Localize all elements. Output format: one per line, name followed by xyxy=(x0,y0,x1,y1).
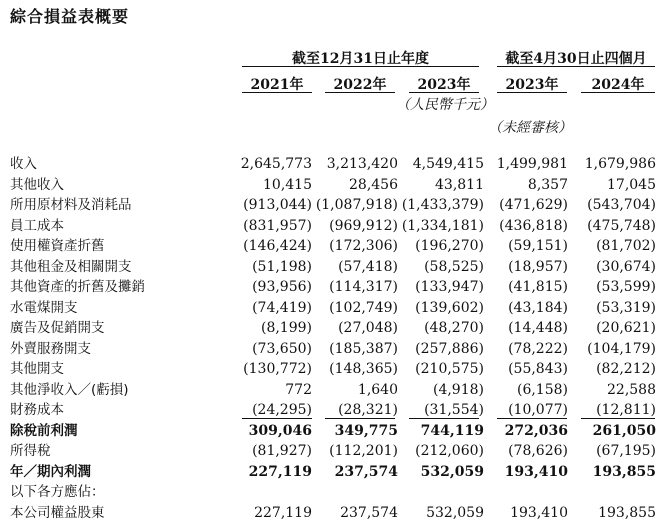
row-value: 237,574 xyxy=(340,504,398,521)
row-value: (969,912) xyxy=(329,217,398,234)
row-value: (133,947) xyxy=(415,279,484,295)
row-value: (57,418) xyxy=(338,258,398,275)
row-value: (1,087,918) xyxy=(315,197,398,213)
row-value: (210,575) xyxy=(415,361,484,377)
column-header-2022: 2022年 xyxy=(325,74,395,93)
page-title: 綜合損益表概要 xyxy=(10,7,130,26)
row-value: 43,811 xyxy=(435,176,484,193)
row-label: 廣告及促銷開支 xyxy=(10,320,105,336)
row-value: (53,319) xyxy=(596,299,656,316)
row-label: 收入 xyxy=(10,156,37,172)
row-value: 237,574 xyxy=(334,463,398,480)
row-label: 其他淨收入／(虧損) xyxy=(10,381,129,398)
row-value: (78,222) xyxy=(508,340,568,357)
table-row xyxy=(0,277,660,298)
row-value: (81,927) xyxy=(252,443,312,459)
row-value: (114,317) xyxy=(329,279,398,295)
row-value: (104,179) xyxy=(587,340,656,357)
row-value: 17,045 xyxy=(607,176,656,193)
subtotal-rule xyxy=(325,418,395,419)
row-label: 使用權資產折舊 xyxy=(10,238,105,254)
row-value: (913,044) xyxy=(243,197,312,213)
row-value: (4,918) xyxy=(432,381,484,398)
row-value: (1,334,181) xyxy=(401,217,484,234)
row-value: 227,119 xyxy=(254,504,312,521)
row-value: 227,119 xyxy=(248,463,312,480)
row-value: 349,775 xyxy=(334,422,398,439)
column-header-2023-four-months: 2023年 xyxy=(497,74,567,93)
row-label: 其他開支 xyxy=(10,361,64,377)
currency-note: （人民幣千元） xyxy=(396,97,494,113)
table-row xyxy=(0,482,660,503)
table-row xyxy=(0,257,660,278)
row-value: (185,387) xyxy=(329,340,398,357)
row-value: 22,588 xyxy=(607,381,656,398)
row-value: (58,525) xyxy=(424,258,484,275)
row-value: (55,843) xyxy=(508,361,568,377)
row-value: 4,549,415 xyxy=(412,156,484,172)
row-value: (6,158) xyxy=(516,381,568,398)
row-value: (146,424) xyxy=(243,238,312,254)
row-value: (93,956) xyxy=(252,279,312,295)
table-row xyxy=(0,421,660,442)
unaudited-note: （未經審核） xyxy=(488,120,572,136)
row-value: 193,855 xyxy=(598,504,656,521)
row-value: (475,748) xyxy=(587,217,656,234)
row-value: (28,321) xyxy=(338,402,398,418)
row-label: 年／期內利潤 xyxy=(10,463,91,480)
row-value: (471,629) xyxy=(499,197,568,213)
row-value: (257,886) xyxy=(415,340,484,357)
row-value: 532,059 xyxy=(426,504,484,521)
column-header-2021: 2021年 xyxy=(242,74,312,93)
row-value: 28,456 xyxy=(349,176,398,193)
subtotal-rule xyxy=(581,418,655,419)
row-value: 261,050 xyxy=(592,422,656,439)
table-row xyxy=(0,318,660,339)
row-value: (51,198) xyxy=(252,258,312,275)
subtotal-rule xyxy=(409,418,479,419)
row-value: 193,410 xyxy=(504,463,568,480)
row-value: 532,059 xyxy=(420,463,484,480)
table-row xyxy=(0,441,660,462)
row-label: 員工成本 xyxy=(10,217,64,234)
row-value: (436,818) xyxy=(499,217,568,234)
table-row xyxy=(0,298,660,319)
row-value: (67,195) xyxy=(596,443,656,459)
row-value: (12,811) xyxy=(596,402,656,418)
row-value: (20,621) xyxy=(596,320,656,336)
row-value: (172,306) xyxy=(329,238,398,254)
row-label: 其他租金及相關開支 xyxy=(10,258,132,275)
row-label: 以下各方應佔： xyxy=(10,484,105,500)
row-label: 本公司權益股東 xyxy=(10,504,105,521)
subtotal-rule xyxy=(242,418,312,419)
row-value: (18,957) xyxy=(508,258,568,275)
row-value: (130,772) xyxy=(243,361,312,377)
subtotal-rule xyxy=(497,418,567,419)
row-value: (73,650) xyxy=(252,340,312,357)
row-value: (148,365) xyxy=(329,361,398,377)
row-value: (102,749) xyxy=(329,299,398,316)
row-value: (74,419) xyxy=(252,299,312,316)
row-value: 193,855 xyxy=(592,463,656,480)
table-row xyxy=(0,175,660,196)
table-row xyxy=(0,462,660,483)
row-label: 所用原材料及消耗品 xyxy=(10,197,132,213)
table-row xyxy=(0,195,660,216)
row-value: 10,415 xyxy=(263,176,312,193)
table-row xyxy=(0,380,660,401)
row-value: (196,270) xyxy=(415,238,484,254)
row-value: (41,815) xyxy=(508,279,568,295)
row-label: 水電煤開支 xyxy=(10,299,78,316)
table-row xyxy=(0,339,660,360)
row-value: (212,060) xyxy=(415,443,484,459)
row-value: 193,410 xyxy=(510,504,568,521)
row-value: (14,448) xyxy=(508,320,568,336)
row-value: (82,212) xyxy=(596,361,656,377)
table-row xyxy=(0,503,660,524)
row-value: 1,499,981 xyxy=(496,156,568,172)
row-value: (24,295) xyxy=(252,402,312,418)
row-value: (43,184) xyxy=(508,299,568,316)
income-statement-table xyxy=(0,154,660,523)
row-value: (139,602) xyxy=(415,299,484,316)
period-group-header: 截至4月30日止四個月 xyxy=(497,48,655,67)
row-value: (112,201) xyxy=(329,443,398,459)
row-value: 309,046 xyxy=(248,422,312,439)
row-value: (543,704) xyxy=(587,197,656,213)
table-row xyxy=(0,236,660,257)
row-label: 財務成本 xyxy=(10,402,64,418)
row-value: 272,036 xyxy=(504,422,568,439)
row-label: 除稅前利潤 xyxy=(10,422,78,439)
row-value: (48,270) xyxy=(424,320,484,336)
row-value: (27,048) xyxy=(338,320,398,336)
row-value: 8,357 xyxy=(527,176,568,193)
row-label: 外賣服務開支 xyxy=(10,340,91,357)
row-value: 2,645,773 xyxy=(240,156,312,172)
row-value: (59,151) xyxy=(508,238,568,254)
row-label: 所得稅 xyxy=(10,443,51,459)
row-value: (1,433,379) xyxy=(401,197,484,213)
row-value: (81,702) xyxy=(596,238,656,254)
row-label: 其他資產的折舊及攤銷 xyxy=(10,279,145,295)
column-header-2024-four-months: 2024年 xyxy=(581,74,655,93)
row-value: (30,674) xyxy=(596,258,656,275)
row-label: 其他收入 xyxy=(10,176,64,193)
column-header-2023: 2023年 xyxy=(409,74,479,93)
table-row xyxy=(0,359,660,380)
row-value: 3,213,420 xyxy=(326,156,398,172)
row-value: 1,679,986 xyxy=(584,156,656,172)
row-value: (10,077) xyxy=(508,402,568,418)
row-value: (78,626) xyxy=(508,443,568,459)
row-value: (53,599) xyxy=(596,279,656,295)
table-row xyxy=(0,216,660,237)
year-group-header: 截至12月31日止年度 xyxy=(242,48,479,67)
row-value: 744,119 xyxy=(420,422,484,439)
row-value: (31,554) xyxy=(424,402,484,418)
table-row xyxy=(0,154,660,175)
row-value: (8,199) xyxy=(260,320,312,336)
row-value: 1,640 xyxy=(357,381,398,398)
row-value: (831,957) xyxy=(243,217,312,234)
row-value: 772 xyxy=(285,381,312,398)
